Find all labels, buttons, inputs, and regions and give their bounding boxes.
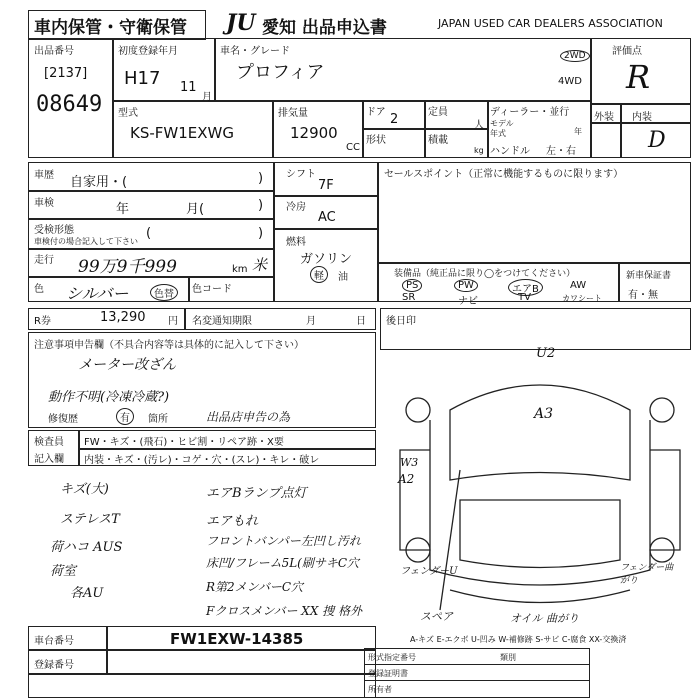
registration-era: H17: [124, 68, 161, 89]
lot-label: 出品番号: [34, 46, 74, 57]
doors-value: 2: [390, 112, 399, 127]
repair-value: 有: [116, 408, 134, 425]
divider: [590, 103, 691, 105]
later-stamp-box: [380, 308, 691, 350]
name-change-day: 日: [356, 316, 366, 327]
model-name-value: プロフィア: [236, 62, 325, 83]
receipt-note: 車検付の場合記入して下さい: [34, 237, 138, 246]
divider: [364, 664, 590, 665]
remark-11: Fクロスメンバー XX 捜 格外: [206, 604, 363, 618]
divider: [620, 103, 622, 158]
storage-title: 車内保管・守衛保管: [34, 18, 187, 38]
warranty-label: 新車保証書: [626, 271, 672, 281]
remark-5: 荷ハコ AUS: [50, 540, 123, 555]
registration-label: 初度登録年月: [118, 46, 178, 57]
inspector-interior-row: 内装・キズ・(汚レ)・コゲ・穴・(スレ)・キレ・破レ: [84, 455, 320, 466]
chassis-value: FW1EXW-14385: [170, 630, 304, 648]
damage-legend: A-キズ E-エクボ U-凹み W-補修跡 S-サビ C-腐食 XX-交換済: [410, 635, 627, 644]
mark-w3: W3: [400, 456, 419, 469]
mileage-value: 99万9千999: [78, 257, 177, 277]
repair-place-label: 箇所: [148, 414, 168, 425]
receipt-close: ): [258, 226, 264, 241]
color-value: シルバー: [66, 284, 129, 303]
car-damage-diagram: [390, 350, 690, 630]
handle-label: ハンドル: [490, 146, 530, 157]
reg-row: [28, 650, 376, 674]
remark-6: フロントバンパー左凹し汚れ: [206, 534, 361, 548]
diagram-roof: [450, 385, 630, 480]
divider: [214, 38, 216, 100]
color-label: 色: [34, 284, 44, 295]
evaluation-score: R: [626, 58, 651, 96]
diagram-damage-line: [440, 470, 460, 610]
shift-value: 7F: [318, 178, 334, 193]
name-change-month: 月: [306, 316, 316, 327]
divider: [28, 218, 274, 220]
displacement-label: 排気量: [278, 108, 308, 119]
mark-spare: スペア: [420, 610, 453, 623]
doors-label: ドア: [366, 107, 386, 118]
divider: [590, 38, 592, 158]
remark-7: 荷室: [50, 564, 77, 579]
diagram-right-door: [650, 450, 680, 550]
load-label: 積載: [428, 135, 448, 146]
divider: [364, 680, 590, 681]
capacity-unit: 人: [474, 120, 484, 131]
color-code-label: 色コード: [192, 284, 232, 295]
inspection-close: ): [258, 198, 264, 213]
shift-label: シフト: [286, 169, 316, 180]
ju-logo: JU: [226, 10, 256, 36]
type-value: KS-FW1EXWG: [130, 124, 234, 142]
diagram-wheel-fl: [406, 398, 430, 422]
equip-pw: PW: [454, 279, 478, 292]
divider: [378, 262, 691, 264]
fuel-diesel: 軽: [310, 266, 328, 283]
divider: [188, 276, 190, 302]
receipt-label: 受検形態: [34, 225, 74, 236]
use-value: 自家用・(: [70, 175, 128, 190]
remark-4: エアもれ: [206, 514, 259, 529]
equip-aw: AW: [570, 280, 587, 291]
remark-8: 床凹/フレーム5L(刷サキC穴: [206, 556, 360, 570]
diagram-hood: [460, 500, 620, 568]
divider: [618, 262, 620, 302]
inspector-exterior-row: FW・キズ・(飛石)・ヒビ割・リペア跡・X要: [84, 437, 284, 448]
use-label: 車歴: [34, 170, 54, 181]
handle-value: 左・右: [546, 146, 576, 157]
displacement-value: 12900: [290, 124, 338, 142]
fuel-oil: 油: [338, 272, 348, 283]
divider: [112, 100, 590, 102]
model-year-label: モデル: [490, 119, 514, 128]
recycle-value: 13,290: [100, 310, 146, 325]
shape-label: 形状: [366, 135, 386, 146]
use-close: ): [258, 171, 264, 186]
type-label: 型式: [118, 108, 138, 119]
class-number-label: 類別: [500, 653, 516, 662]
remark-2: エアBランプ点灯: [206, 486, 307, 501]
evaluation-label: 評価点: [612, 46, 642, 57]
divider: [112, 38, 114, 158]
interior-label: 内装: [632, 112, 652, 123]
lot-number: 08649: [36, 92, 103, 117]
repair-label: 修復歴: [48, 414, 78, 425]
mark-top: U2: [536, 346, 556, 361]
year-label: 年式: [490, 129, 506, 138]
divider: [28, 190, 274, 192]
capacity-label: 定員: [428, 107, 448, 118]
inspection-month: 月(: [186, 202, 205, 217]
equip-tv: TV: [518, 292, 531, 303]
exterior-label: 外装: [594, 112, 614, 123]
inspector-label-2: 記入欄: [34, 454, 64, 465]
owner-label: 所有者: [368, 685, 392, 694]
divider: [274, 195, 378, 197]
mileage-label: 走行: [34, 255, 54, 266]
mark-a2: A2: [398, 472, 415, 486]
interior-score: D: [648, 128, 666, 153]
inspector-label-1: 検査員: [34, 437, 64, 448]
divider: [184, 308, 186, 330]
bottom-row: [28, 674, 376, 698]
load-unit: kg: [474, 146, 484, 155]
sales-label: セールスポイント（正常に機能するものに限ります）: [384, 169, 624, 180]
mileage-unit: km: [232, 264, 248, 275]
mileage-mark: 米: [252, 256, 268, 274]
lot-sub: [2137]: [44, 66, 88, 81]
mark-fender-left: フェンダーU: [400, 566, 458, 577]
divider: [78, 448, 376, 450]
model-name-label: 車名・グレード: [220, 46, 290, 57]
type-cert-label: 形式指定番号: [368, 653, 416, 662]
reg-cert-label: 登録証明書: [368, 669, 408, 678]
divider: [274, 228, 378, 230]
displacement-unit: CC: [346, 142, 360, 153]
dealer-label: ディーラー・並行: [490, 107, 570, 118]
drive-4wd: 4WD: [558, 76, 582, 87]
notes-line2: 動作不明(冷凍冷蔵?): [48, 390, 170, 405]
inspection-label: 車検: [34, 198, 54, 209]
remark-9: 各AU: [70, 586, 104, 601]
color-change: 色替: [150, 284, 178, 301]
later-stamp-label: 後日印: [386, 316, 416, 327]
mark-a3: A3: [534, 406, 554, 422]
fuel-value: ガソリン: [300, 252, 353, 267]
notes-line1: メーター改ざん: [78, 357, 176, 373]
equip-navi: ナビ: [458, 296, 478, 307]
association-name: JAPAN USED CAR DEALERS ASSOCIATION: [438, 17, 663, 30]
remark-3: ステレスT: [60, 512, 120, 527]
mark-fender-right: フェンダー曲がり: [620, 563, 674, 586]
diagram-wheel-fr: [650, 398, 674, 422]
mark-bend: オイル 曲がり: [510, 612, 579, 625]
equip-leather: カワシート: [562, 294, 602, 303]
ac-label: 冷房: [286, 202, 306, 213]
name-change-label: 名変通知期限: [192, 316, 252, 327]
inspection-year: 年: [116, 202, 130, 217]
chassis-label: 車台番号: [34, 636, 74, 647]
drive-2wd: 2WD: [560, 50, 590, 62]
form-title: 愛知 出品申込書: [262, 18, 387, 38]
receipt-open: (: [146, 226, 152, 241]
year-unit: 年: [574, 127, 582, 136]
registration-month-unit: 月: [202, 92, 212, 103]
equip-sr: SR: [402, 292, 416, 303]
reg-number-label: 登録番号: [34, 660, 74, 671]
repair-note: 出品店申告の為: [206, 410, 291, 424]
recycle-unit: 円: [168, 316, 178, 327]
divider: [106, 626, 108, 650]
divider: [272, 100, 274, 158]
divider: [106, 650, 108, 674]
registration-month: 11: [180, 80, 197, 95]
divider: [362, 128, 487, 130]
equip-airbag: エアB: [508, 279, 543, 296]
divider: [28, 248, 274, 250]
recycle-label: R券: [34, 316, 51, 327]
remark-10: R第2メンバーC穴: [206, 580, 304, 594]
divider: [487, 100, 489, 158]
equipment-label: 装備品（純正品に限り◯をつけてください）: [394, 269, 576, 279]
remark-1: キズ(大): [60, 482, 109, 497]
equip-ps: PS: [402, 279, 422, 292]
diagram-front-bumper: [450, 590, 630, 603]
notes-label: 注意事項申告欄（不具合内容等は具体的に記入して下さい）: [34, 340, 304, 351]
warranty-value: 有・無: [628, 290, 658, 301]
fuel-label: 燃料: [286, 237, 306, 248]
ac-value: AC: [318, 210, 336, 225]
